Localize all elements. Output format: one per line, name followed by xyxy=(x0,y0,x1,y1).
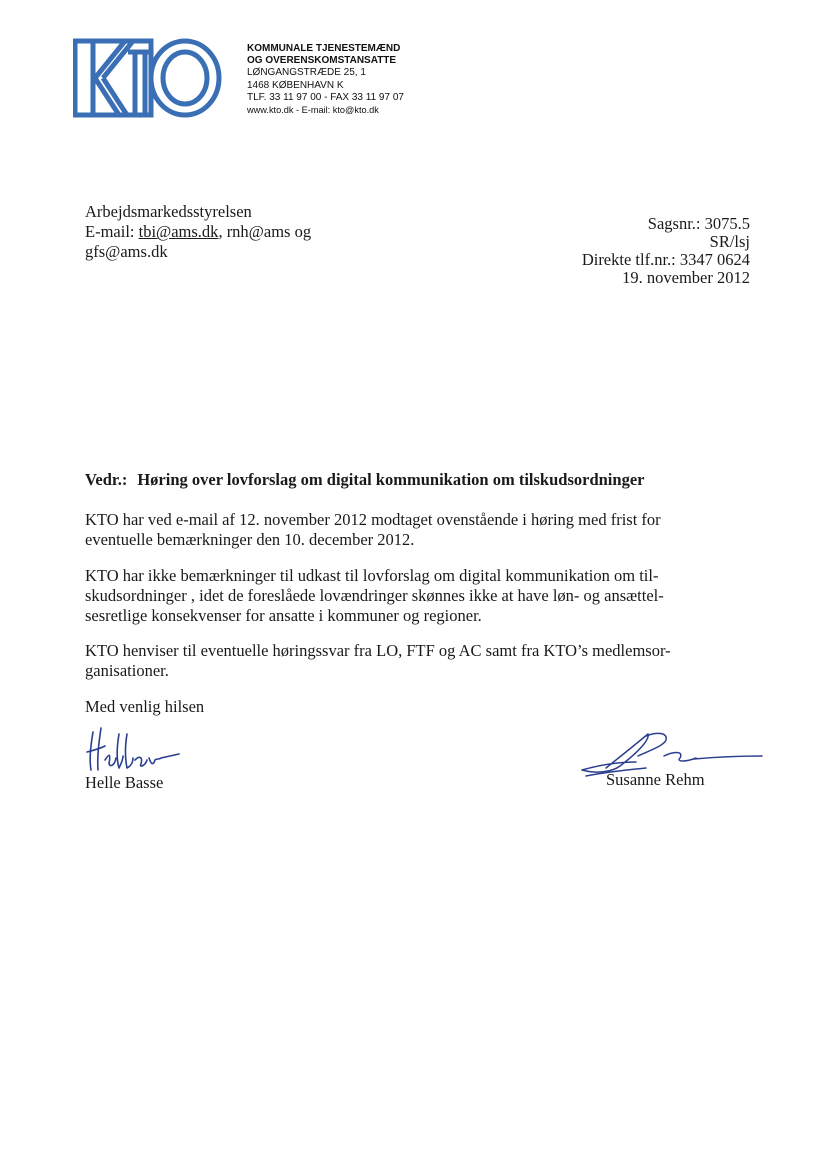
body-paragraph-2 xyxy=(85,566,745,626)
body-paragraph-3 xyxy=(85,641,745,681)
org-name-line2: OG OVERENSKOMSTANSATTE xyxy=(247,55,397,67)
org-address-street: LØNGANGSTRÆDE 25, 1 xyxy=(247,67,366,79)
email-rest: , rnh@ams og xyxy=(218,222,312,241)
paragraph-line: skudsordninger , idet de foreslåede lovændringer skønnes ikke at have løn- og ansættel- xyxy=(85,586,664,605)
paragraph-line: eventuelle bemærkninger den 10. december 2012. xyxy=(85,530,415,549)
letter-date: 19. november 2012 xyxy=(622,268,750,287)
signatory-name-right: Susanne Rehm xyxy=(606,770,705,789)
recipient-email-line2: gfs@ams.dk xyxy=(85,242,168,261)
email-link-tbi[interactable]: tbi@ams.dk xyxy=(138,222,219,241)
case-number: Sagsnr.: 3075.5 xyxy=(647,214,750,233)
recipient-name: Arbejdsmarkedsstyrelsen xyxy=(85,202,252,221)
paragraph-line: ganisationer. xyxy=(85,661,169,680)
org-phone-fax: TLF. 33 11 97 00 - FAX 33 11 97 07 xyxy=(247,91,404,103)
initials: SR/lsj xyxy=(709,232,750,251)
paragraph-line: KTO har ikke bemærkninger til udkast til lovforslag om digital kommunikation om til- xyxy=(85,566,659,585)
kto-logo xyxy=(73,38,223,118)
subject-line xyxy=(85,470,644,490)
body-paragraph-1 xyxy=(85,510,745,550)
paragraph-line: KTO har ved e-mail af 12. november 2012 modtaget ovenstående i høring med frist for xyxy=(85,510,661,529)
paragraph-line: sesretlige konsekvenser for ansatte i kommuner og regioner. xyxy=(85,606,482,625)
signatory-name-left: Helle Basse xyxy=(85,773,164,792)
letterhead xyxy=(247,43,404,116)
recipient-block xyxy=(85,202,311,262)
closing-greeting: Med venlig hilsen xyxy=(85,697,205,716)
reference-block xyxy=(582,215,750,287)
org-web-email: www.kto.dk - E-mail: kto@kto.dk xyxy=(247,105,379,116)
email-label: E-mail: xyxy=(85,222,139,241)
recipient-email-line xyxy=(85,222,311,242)
org-name-line1: KOMMUNALE TJENESTEMÆND xyxy=(247,43,401,54)
paragraph-line: KTO henviser til eventuelle høringssvar fra LO, FTF og AC samt fra KTO’s medlemsor- xyxy=(85,641,671,660)
subject-label: Vedr.: xyxy=(85,470,128,489)
signature-helle-basse xyxy=(83,724,183,776)
org-address-city: 1468 KØBENHAVN K xyxy=(247,79,344,91)
subject-text: Høring over lovforslag om digital kommunikation om tilskudsordninger xyxy=(137,470,645,489)
direct-phone: Direkte tlf.nr.: 3347 0624 xyxy=(581,250,750,269)
